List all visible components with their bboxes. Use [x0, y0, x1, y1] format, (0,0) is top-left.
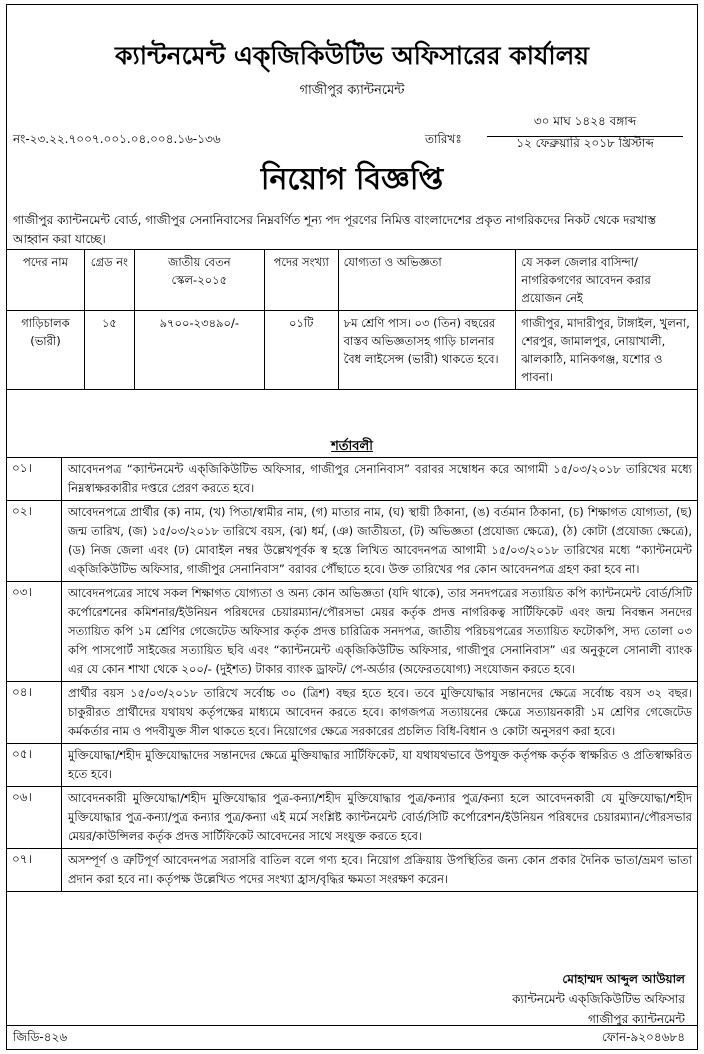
cell-pay-scale: ৯৭০০-২৩৪৯০/-: [134, 311, 264, 390]
cell-post-count: ০১টি: [264, 311, 338, 390]
condition-item: [6, 849, 698, 892]
office-name: ক্যান্টনমেন্ট এক্‌জিকিউটিভ অফিসারের কার্যালয়: [115, 41, 589, 70]
condition-number: ০২।: [6, 501, 62, 581]
header-grade: গ্রেড নং: [84, 250, 134, 311]
header-post-count: পদের সংখ্যা: [264, 250, 338, 311]
signatory-designation: ক্যান্টনমেন্ট এক্‌জিকিউটিভ অফিসার: [512, 992, 685, 1006]
condition-number: ০৩।: [6, 582, 62, 681]
condition-number: ০৫।: [6, 744, 62, 786]
date-english: ১২ ফেব্রুয়ারি ২০১৮ খ্রিস্টাব্দ: [516, 136, 654, 150]
condition-text: মুক্তিযোদ্ধা/শহীদ মুক্তিযোদ্ধাদের সন্তানদের ক্ষেত্রে মুক্তিযাদ্ধার সার্টিফিকেট, যা যথাযথভাবে উপযুক্ত কর্তৃপক্ষ কর্তৃক স্বাক্ষরিত ও প্রতিস্বাক্ষরিত হতে হবে।: [68, 748, 692, 781]
condition-item: [6, 501, 698, 582]
signatory-name: মোহাম্মদ আব্দুল আউয়াল: [562, 972, 685, 986]
condition-text: আবেদনকারী মুক্তিযোদ্ধা/শহীদ মুক্তিযোদ্ধার পুত্র-কন্যা/শহীদ মুক্তিযোদ্ধার পুত্র/কন্যার পুত্র/কন্যা হলে আবেদনকারী যে মুক্তিযোদ্ধা/শহীদ মুক্তিযোদ্ধার পুত্র-কন্যা/পুত্র কন্যার পুত্র/কন্যা এই মর্মে সংশ্লিষ্ট ক্যান্টনমেন্ট বোর্ড/সিটি কর্পোরেশন/ইউনিয়ন পরিষদের চেয়ারম্যান/পৌরসভার মেয়র/কাউন্সিলর কর্তৃক প্রদত্ত সার্টিফিকেট আবেদনের সাথে সংযুক্ত করতে হবে।: [68, 791, 692, 843]
condition-item: [6, 582, 698, 682]
table-header-row: [7, 250, 698, 311]
condition-item: [6, 744, 698, 787]
header-pay-scale: জাতীয় বেতন স্কেল-২০১৫: [134, 250, 264, 311]
condition-text: অসম্পূর্ণ ও ত্রুটিপূর্ণ আবেদনপত্র সরাসরি বাতিল বলে গণ্য হবে। নিয়োগ প্রক্রিয়ায় উপস্থিতির জন্য কোন প্রকার দৈনিক ভাতা/ভ্রমণ ভাতা প্রদান করা হবে না। কর্তৃপক্ষ উল্লেখিত পদের সংখ্যা হ্রাস/বৃদ্ধির ক্ষমতা সংরক্ষণ করেন।: [68, 853, 692, 886]
condition-text: আবেদনপত্র “ক্যান্টনমেন্ট এক্‌জিকিউটিভ অফিসার, গাজীপুর সেনানিবাস” বরাবর সম্বোধন করে আগামী ১৫/০৩/২০১৮ তারিখের মধ্যে নিম্নস্বাক্ষরকারীর দপ্তরে প্রেরণ করতে হবে।: [68, 462, 692, 495]
table-row: [7, 311, 698, 390]
gd-number: জিডি-৪২৬: [13, 1030, 68, 1044]
header-excluded-districts: যে সকল জেলার বাসিন্দা/নাগরিকগণের আবেদন করার প্রয়োজন নেই: [516, 250, 698, 311]
condition-number: ০৪।: [6, 682, 62, 743]
conditions-list: [6, 457, 698, 892]
date-bangla: ৩০ মাঘ ১৪২৪ বঙ্গাব্দ: [487, 113, 683, 137]
condition-item: [6, 682, 698, 744]
cell-post-name: গাড়িচালক (ভারী): [7, 311, 85, 390]
date-label: তারিখঃ: [425, 132, 462, 146]
condition-number: ০৭।: [6, 849, 62, 891]
condition-number: ০১।: [6, 458, 62, 500]
cell-excluded-districts: গাজীপুর, মাদারীপুর, টাঙ্গাইল, খুলনা, শেরপুর, জামালপুর, নোয়াখালী, ঝালকাঠি, মানিকগঞ্জ, যশোর ও পাবনা।: [516, 311, 698, 390]
cell-grade: ১৫: [84, 311, 134, 390]
footer-divider: [7, 1025, 697, 1026]
post-table: [6, 249, 698, 390]
condition-number: ০৬।: [6, 787, 62, 848]
conditions-title: শর্তাবলী: [331, 439, 373, 454]
office-location: গাজীপুর ক্যান্টনমেন্ট: [299, 83, 405, 98]
notice-title: নিয়োগ বিজ্ঞপ্তি: [260, 162, 444, 197]
signatory-location: গাজীপুর ক্যান্টনমেন্ট: [588, 1012, 685, 1026]
condition-text: প্রার্থীর বয়স ১৫/০৩/২০১৮ তারিখে সর্বোচ্চ ৩০ (ত্রিশ) বছর হতে হবে। তবে মুক্তিযোদ্ধার সন্তানদের ক্ষেত্রে সর্বোচ্চ বয়স ৩২ বছর। চাকুরীরত প্রার্থীদের যথাযথ কর্তৃপক্ষের মাধ্যমে আবেদন করতে হবে। কাগজপত্র সত্যায়নের ক্ষেত্রে সত্যায়নকারী ১ম শ্রেণির গেজেটেড কর্মকর্তার নাম ও পদবীযুক্ত সীল থাকতে হবে। নিয়োগের ক্ষেত্রে সরকারের প্রচলিত বিধি-বিধান ও কোটা অনুসরণ করা হবে।: [68, 686, 692, 738]
header-qualification: যোগ্যতা ও অভিজ্ঞতা: [338, 250, 516, 311]
condition-text: আবেদনপত্রের সাথে সকল শিক্ষাগত যোগ্যতা ও অন্য কোন অভিজ্ঞতা (যদি থাকে), তার সনদপত্রের সত্যায়িত কপি ক্যান্টনমেন্ট বোর্ড/সিটি কর্পোরেশনের কমিশনার/ইউনিয়ন পরিষদের চেয়ারম্যান/পৌরসভা মেয়র কর্তৃক প্রদত্ত নাগরিকত্ব সার্টিফিকেট এবং জন্ম নিবন্ধন সনদের সত্যায়িত কপি ১ম শ্রেণির গেজেটেড অফিসার কর্তৃক প্রদত্ত চারিত্রিক সনদপত্র, জাতীয় পরিচয়পত্রের সত্যায়িত ফটোকপি, সদ্য তোলা ০৩ কপি পাসপোর্ট সাইজের সত্যায়িত ছবি এবং “ক্যান্টনমেন্ট এক্‌জিকিউটিভ অফিসার, গাজীপুর সেনানিবাস” এর অনুকূলে সোনালী ব্যাংক এর যে কোন শাখা থেকে ২০০/- (দুইশত) টাকার ব্যাংক ড্রাফট/ পে-অর্ডার (অফেরতযোগ্য) সংযোজন করতে হবে।: [68, 586, 692, 676]
intro-paragraph: গাজীপুর ক্যান্টনমেন্ট বোর্ড, গাজীপুর সেনানিবাসের নিম্নবর্ণিত শূন্য পদ পূরণের নিমিত্ত বাংলাদেশের প্রকৃত নাগরিকদের নিকট থেকে দরখাস্ত আহ্বান করা যাচ্ছে।: [13, 213, 657, 246]
condition-item: [6, 457, 698, 501]
memo-number: নং-২৩.২২.৭০০৭.০০১.০৪.০০৪.১৬-১৩৬: [13, 132, 221, 146]
condition-text: আবেদনপত্রে প্রার্থীর (ক) নাম, (খ) পিতা/স্বামীর নাম, (গ) মাতার নাম, (ঘ) স্থায়ী ঠিকানা, (ঙ) বর্তমান ঠিকানা, (চ) শিক্ষাগত যোগ্যতা, (ছ) জন্ম তারিখ, (জ) ১৫/০৩/২০১৮ তারিখে বয়স, (ঝ) ধর্ম, (ঞ) জাতীয়তা, (ট) অভিজ্ঞতা (প্রযোজ্য ক্ষেত্রে), (ঠ) কোটা (প্রযোজ্য ক্ষেত্রে), (ড) নিজ জেলা এবং (ঢ) মোবাইল নম্বর উল্লেখপূর্বক স্ব হস্তে লিখিত আবেদনপত্র আগামী ১৫/০৩/২০১৮ তারিখের মধ্যে “ক্যান্টনমেন্ট এক্‌জিকিউটিভ অফিসার, গাজীপুর সেনানিবাস” বরাবর পৌঁছাতে হবে। উক্ত তারিখের পর কোন আবেদনপত্র গ্রহণ করা হবে না।: [68, 505, 692, 576]
condition-item: [6, 787, 698, 849]
signature-block: [512, 969, 685, 1029]
cell-qualification: ৮ম শ্রেণি পাস। ০৩ (তিন) বছরের বাস্তব অভিজ্ঞতাসহ গাড়ি চালনার বৈধ লাইসেন্স (ভারী) থাকতে হবে।: [338, 311, 516, 390]
notice-page: [6, 4, 698, 1050]
header-post-name: পদের নাম: [7, 250, 85, 311]
signatory-phone: ফোন-৯২০৪৬৮৪: [601, 1030, 685, 1044]
